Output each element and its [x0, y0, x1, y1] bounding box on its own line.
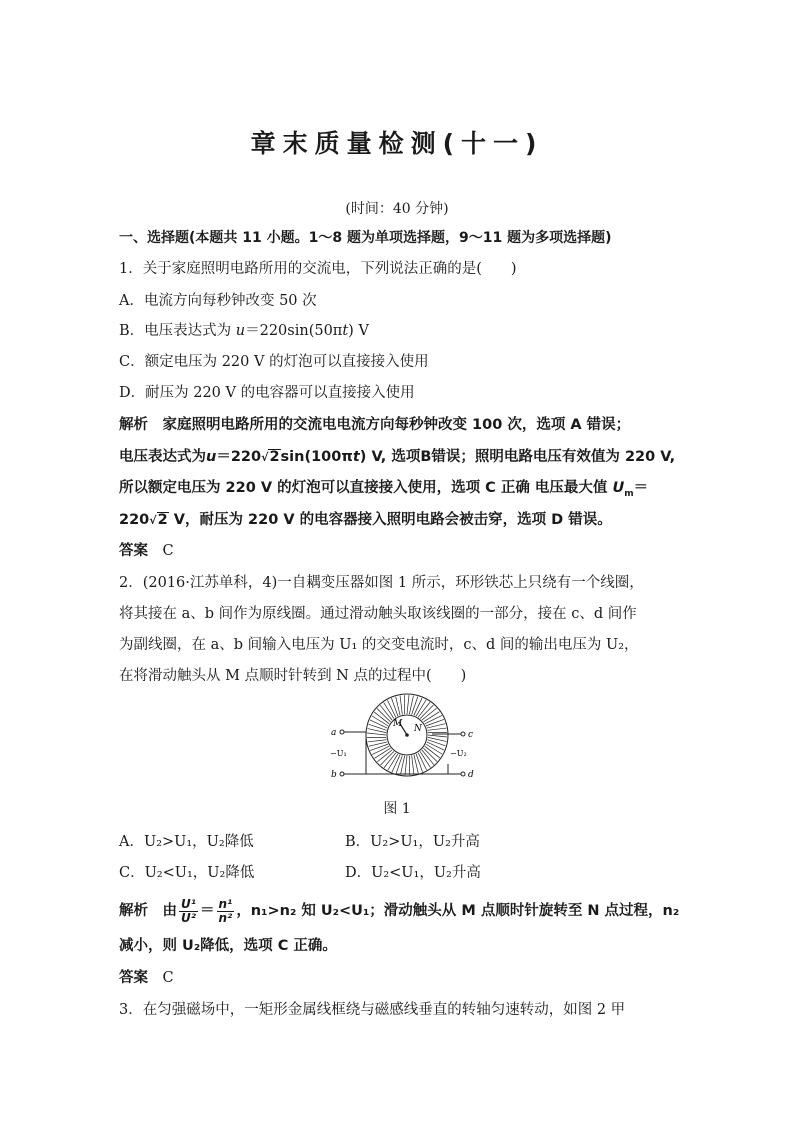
q2-option-c: C．U₂<U₁，U₂降低: [119, 865, 255, 881]
q1-answer: 答案 C: [119, 543, 174, 559]
figure-1-caption: 图 1: [383, 801, 411, 817]
coil-winding: [400, 696, 402, 715]
label-b: b: [331, 770, 337, 780]
q1-analysis-line-3: 所以额定电压为 220 V 的灯泡可以直接接入使用，选项 C 正确 电压最大值 $U_m=$: [119, 480, 649, 499]
q1-analysis-line-1: 解析 家庭照明电路所用的交流电电流方向每秒钟改变 100 次，选项 A 错误；: [119, 417, 631, 433]
q1-option-c: C．额定电压为 220 V 的灯泡可以直接接入使用: [119, 354, 429, 370]
q1-analysis-line-4: 220√2 V，耐压为 220 V 的电容器接入照明电路会被击穿，选项 D 错误。: [119, 512, 612, 528]
q1-stem: 1．关于家庭照明电路所用的交流电，下列说法正确的是( ): [119, 261, 517, 277]
time-note: (时间：40 分钟): [345, 201, 449, 217]
q1-analysis-line-2: 电压表达式为u＝220√2sin(100πt) V, 选项B错误；照明电路电压有效值为 220 V,: [119, 449, 676, 465]
coil-winding: [367, 733, 386, 735]
q1-option-b: B．电压表达式为 u＝220sin(50πt) V: [119, 323, 369, 339]
q2-analysis-line-1: 解析 由 $\frac{\text{U¹}}{\text{U²}}$ ＝ $\frac{\text{n¹}}{\text{n²}}$ ，n₁>n₂ 知 U₂<U₁；滑动触头从 M 点顺时针旋转至 N 点过程，n₂: [119, 896, 680, 925]
autotransformer-figure: [320, 692, 480, 790]
coil-winding: [428, 735, 447, 737]
q2-answer: 答案 C: [119, 970, 174, 986]
q2-analysis-line-2: 减小，则 U₂降低，选项 C 正确。: [119, 938, 337, 954]
q2-option-d: D．U₂<U₁，U₂升高: [345, 865, 481, 881]
q2-line-1: 2．(2016·江苏单科，4)一自耦变压器如图 1 所示，环形铁芯上只绕有一个线圈，: [119, 575, 644, 591]
q2-option-b: B．U₂>U₁，U₂升高: [345, 834, 480, 850]
q2-option-a: A．U₂>U₁，U₂降低: [119, 834, 254, 850]
q3-line-1: 3．在匀强磁场中，一矩形金属线框绕与磁感线垂直的转轴匀速转动，如图 2 甲: [119, 1002, 626, 1018]
page-title: 章末质量检测(十一): [250, 129, 544, 158]
label-a: a: [331, 728, 337, 738]
q2-line-2: 将其接在 a、b 间作为原线圈。通过滑动触头取该线圈的一部分，接在 c、d 间作: [119, 606, 637, 622]
label-U1: −U₁: [330, 749, 347, 758]
label-M: M: [393, 719, 403, 729]
label-c: c: [468, 730, 474, 740]
q2-line-3: 为副线圈，在 a、b 间输入电压为 U₁ 的交变电流时，c、d 间的输出电压为 U₂，: [119, 637, 639, 653]
coil-winding: [368, 740, 387, 742]
coil-winding: [427, 728, 446, 730]
label-U2: −U₂: [450, 749, 467, 758]
label-d: d: [468, 770, 474, 780]
q2-line-4: 在将滑动触头从 M 点顺时针转到 N 点的过程中( ): [119, 668, 467, 684]
coil-winding: [405, 756, 407, 775]
coil-winding: [412, 755, 414, 774]
coil-winding: [407, 695, 409, 714]
q1-option-a: A．电流方向每秒钟改变 50 次: [119, 293, 317, 309]
q1-option-d: D．耐压为 220 V 的电容器可以直接接入使用: [119, 385, 415, 401]
section-heading: 一、选择题(本题共 11 小题。1～8 题为单项选择题，9～11 题为多项选择题): [119, 230, 612, 246]
label-N: N: [414, 724, 422, 734]
analysis-label: 解析: [119, 417, 148, 433]
